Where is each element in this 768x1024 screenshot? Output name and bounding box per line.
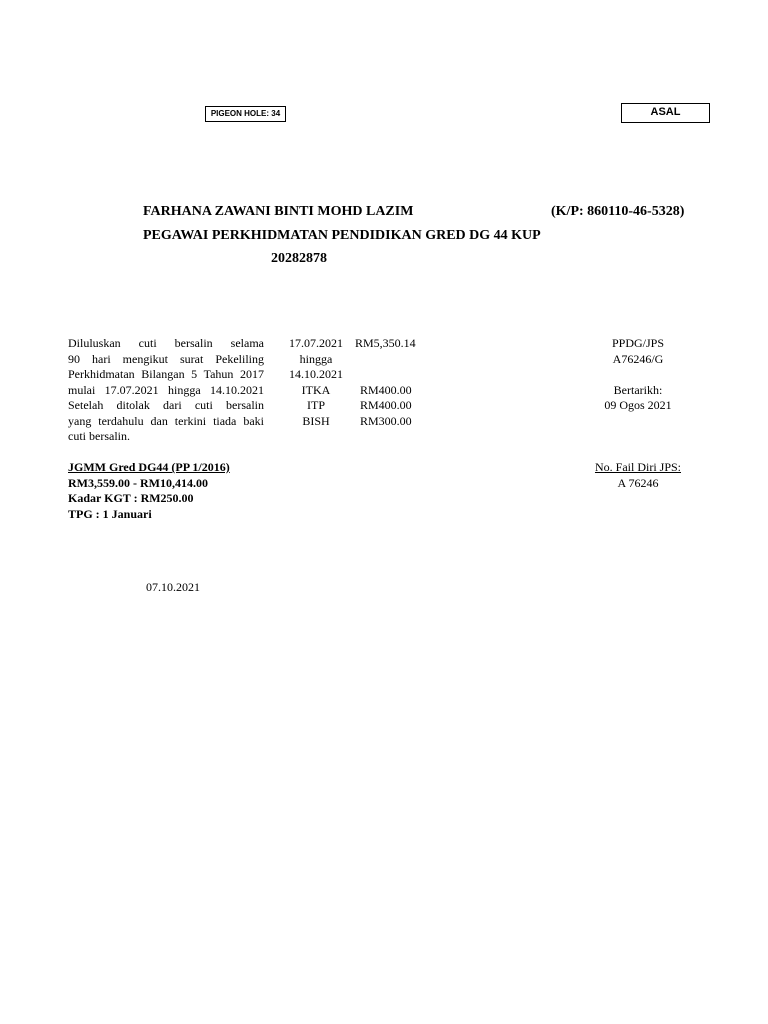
allowance-label: ITKA — [301, 382, 331, 397]
reference-line: 09 Ogos 2021 — [604, 398, 672, 412]
allowance-amount: RM400.00 — [360, 398, 412, 412]
leave-start-date: 17.07.2021 — [289, 336, 343, 350]
allowance-amount: RM400.00 — [360, 382, 412, 397]
leave-description — [68, 336, 264, 445]
reference-line: Bertarikh: — [613, 382, 663, 397]
description-line: mulai 17.07.2021 hingga 14.10.2021 — [68, 382, 264, 397]
leave-period — [276, 336, 356, 429]
salary-range: RM3,559.00 - RM10,414.00 — [68, 475, 208, 490]
reference-line: PPDG/JPS — [611, 336, 665, 350]
reference-line: A76246/G — [612, 351, 664, 366]
description-line: 90 hari mengikut surat Pekeliling — [68, 351, 264, 366]
description-line: Perkhidmatan Bilangan 5 Tahun 2017 — [68, 367, 264, 381]
kgt-rate: Kadar KGT : RM250.00 — [68, 491, 194, 505]
reference-block — [578, 336, 698, 414]
reference-line — [578, 367, 698, 383]
officer-position: PEGAWAI PERKHIDMATAN PENDIDIKAN GRED DG 44 KUP — [143, 228, 541, 243]
asal-box: ASAL — [621, 103, 710, 123]
file-label: No. Fail Diri JPS: — [594, 460, 681, 474]
officer-name: FARHANA ZAWANI BINTI MOHD LAZIM — [143, 204, 414, 219]
allowance-label: BISH — [302, 413, 330, 428]
allowance-label: ITP — [307, 398, 325, 412]
description-line: cuti bersalin. — [68, 429, 130, 443]
tpg-date: TPG : 1 Januari — [68, 506, 152, 521]
pigeon-hole-box: PIGEON HOLE: 34 — [205, 106, 286, 122]
salary-scheme: JGMM Gred DG44 (PP 1/2016) — [68, 460, 230, 474]
leave-period-connector: hingga — [299, 351, 333, 366]
document-date: 07.10.2021 — [146, 580, 200, 594]
file-number: A 76246 — [617, 475, 659, 490]
officer-number: 20282878 — [271, 251, 327, 266]
main-amount: RM5,350.14 — [355, 336, 416, 350]
leave-end-date: 14.10.2021 — [289, 367, 343, 381]
description-line: Setelah ditolak dari cuti bersalin — [68, 398, 264, 412]
description-line: Diluluskan cuti bersalin selama — [68, 336, 264, 350]
description-line: yang terdahulu dan terkini tiada baki — [68, 413, 264, 428]
file-block — [578, 460, 698, 491]
allowance-amount: RM300.00 — [360, 413, 412, 428]
officer-ic: (K/P: 860110-46-5328) — [551, 204, 685, 219]
